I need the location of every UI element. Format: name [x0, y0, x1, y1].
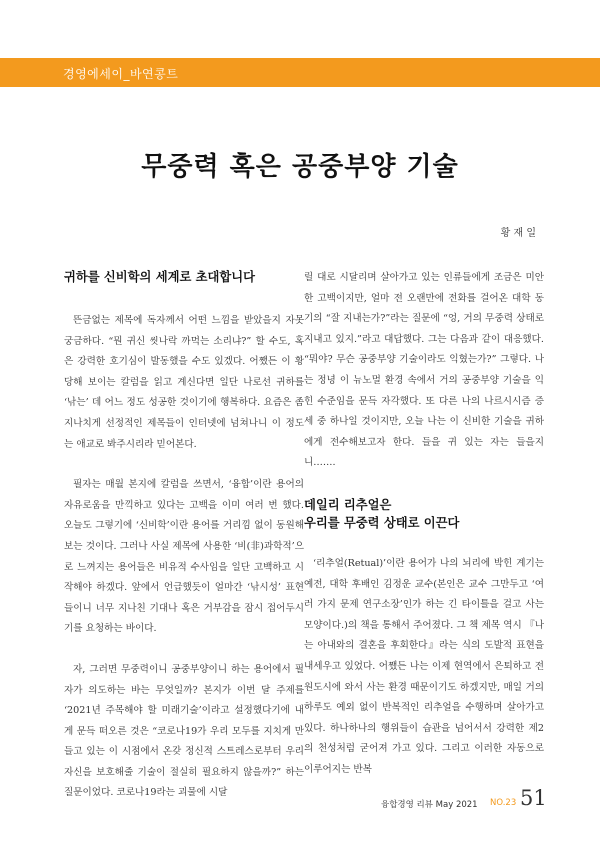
paragraph-4: ‘리추얼(Retual)’이란 용어가 나의 뇌리에 박힌 계기는 예전, 대학 후배인 김정운 교수(본인은 교수 그만두고 ‘여러 가지 문제 연구소장’인가 하는 긴 타이틀을 걸고 사는 모양이다.)의 책을 통해서 주어졌다. 그 책 제목 역시 『나는 아내와의 결혼을 후회한다』라는 식의 도발적 표현을 내세우고 있었다. 어쨌든 나는 이제 현역에서 은퇴하고 전원도시에 와서 사는 환경 때문이기도 하겠지만, 매일 거의 하루도 예외 없이 반복적인 리추얼을 수행하며 살아가고 있다. 하나하나의 행위들이 습관을 넘어서서 강력한 제2의 천성처럼 굳어져 가고 있다. 그리고 이러한 자동으로 이루어지는 반복 — [304, 557, 544, 775]
section-heading-2-line-1: 데일리 리추얼은 — [304, 497, 392, 512]
paragraph-3: 자, 그러면 무중력이니 공중부양이니 하는 용어에서 필자가 의도하는 바는 무엇일까? 본지가 이번 달 주제를 ‘2021년 주목해야 할 미래기술’이라고 설정했다기에 내게 문득 떠오른 것은 “코로나19가 우리 모두를 지치게 만들고 있는 이 시점에서 온갖 정신적 스트레스로부터 우리 자신을 보호해줄 기술이 절실히 필요하지 않을까?” 하는 질문이었다. 코로나19라는 괴물에 시달 — [64, 663, 304, 799]
paragraph-2: 필자는 매월 본지에 칼럼을 쓰면서, ‘융합’이란 용어의 자유로움을 만끽하고 있다는 고백을 이미 여러 번 했다. 오늘도 그렇기에 ‘신비학’이란 용어를 거리낌 없이 동원해보는 것이다. 그러나 사실 제목에 사용한 ‘비(非)과학적’으로 느껴지는 용어들은 비유적 수사임을 일단 고백하고 시작해야 하겠다. 앞에서 언급했듯이 얼마간 ‘낚시성’ 표현들이니 너무 지나친 기대나 혹은 거부감을 잠시 접어두시기를 요청하는 바이다. — [64, 479, 304, 635]
right-column — [304, 268, 544, 780]
page-title: 무중력 혹은 공중부양 기술 — [141, 152, 459, 182]
footer-issue-number: NO.23 — [490, 798, 517, 808]
section-heading-2-line-2: 우리를 무중력 상태로 이끈다 — [304, 515, 460, 530]
section-label: 경영에세이_바연콩트 — [63, 67, 179, 81]
footer-magazine: 융합경영 리뷰 May 2021 — [381, 800, 478, 810]
section-heading-1: 귀하를 신비학의 세계로 초대합니다 — [64, 270, 256, 284]
left-column — [64, 268, 304, 804]
paragraph-continued: 릴 대로 시달리며 살아가고 있는 인류들에게 조금은 미안한 고백이지만, 얼마 전 오랜만에 전화를 걸어온 대학 동기의 “잘 지내는가?”라는 질문에 “엉, 거의 무중력 상태로 지내고 있지.”라고 대답했다. 그는 다음과 같이 대응했다. “뭐야? 무슨 공중부양 기술이라도 익혔는가?” 그렇다. 나는 정녕 이 뉴노멀 환경 속에서 거의 공중부양 기술을 익힌 수준임을 문득 자각했다. 또 다른 나의 나르시시즘 증세 중 하나일 것이지만, 오늘 나는 이 신비한 기술을 귀하에게 전수해보고자 한다. 들을 귀 있는 자는 들을지니……. — [304, 272, 544, 469]
paragraph-1: 뜬금없는 제목에 독자께서 어떤 느낌을 받았을지 자못 궁금하다. “뭔 귀신 씻나락 까먹는 소리냐?” 할 수도, 혹은 강력한 호기심이 발동했을 수도 있겠다. 어쨌든 이 황당해 보이는 칼럼을 읽고 계신다면 일단 나로선 귀하를 ‘낚는’ 데 어느 정도 성공한 것이기에 행복하다. 요즘은 좀 지나치게 선정적인 제목들이 인터넷에 넘쳐나니 이 정도는 애교로 봐주시리라 믿어본다. — [64, 315, 304, 450]
author-name: 황 재 일 — [500, 228, 536, 239]
page-number: 51 — [520, 786, 547, 810]
